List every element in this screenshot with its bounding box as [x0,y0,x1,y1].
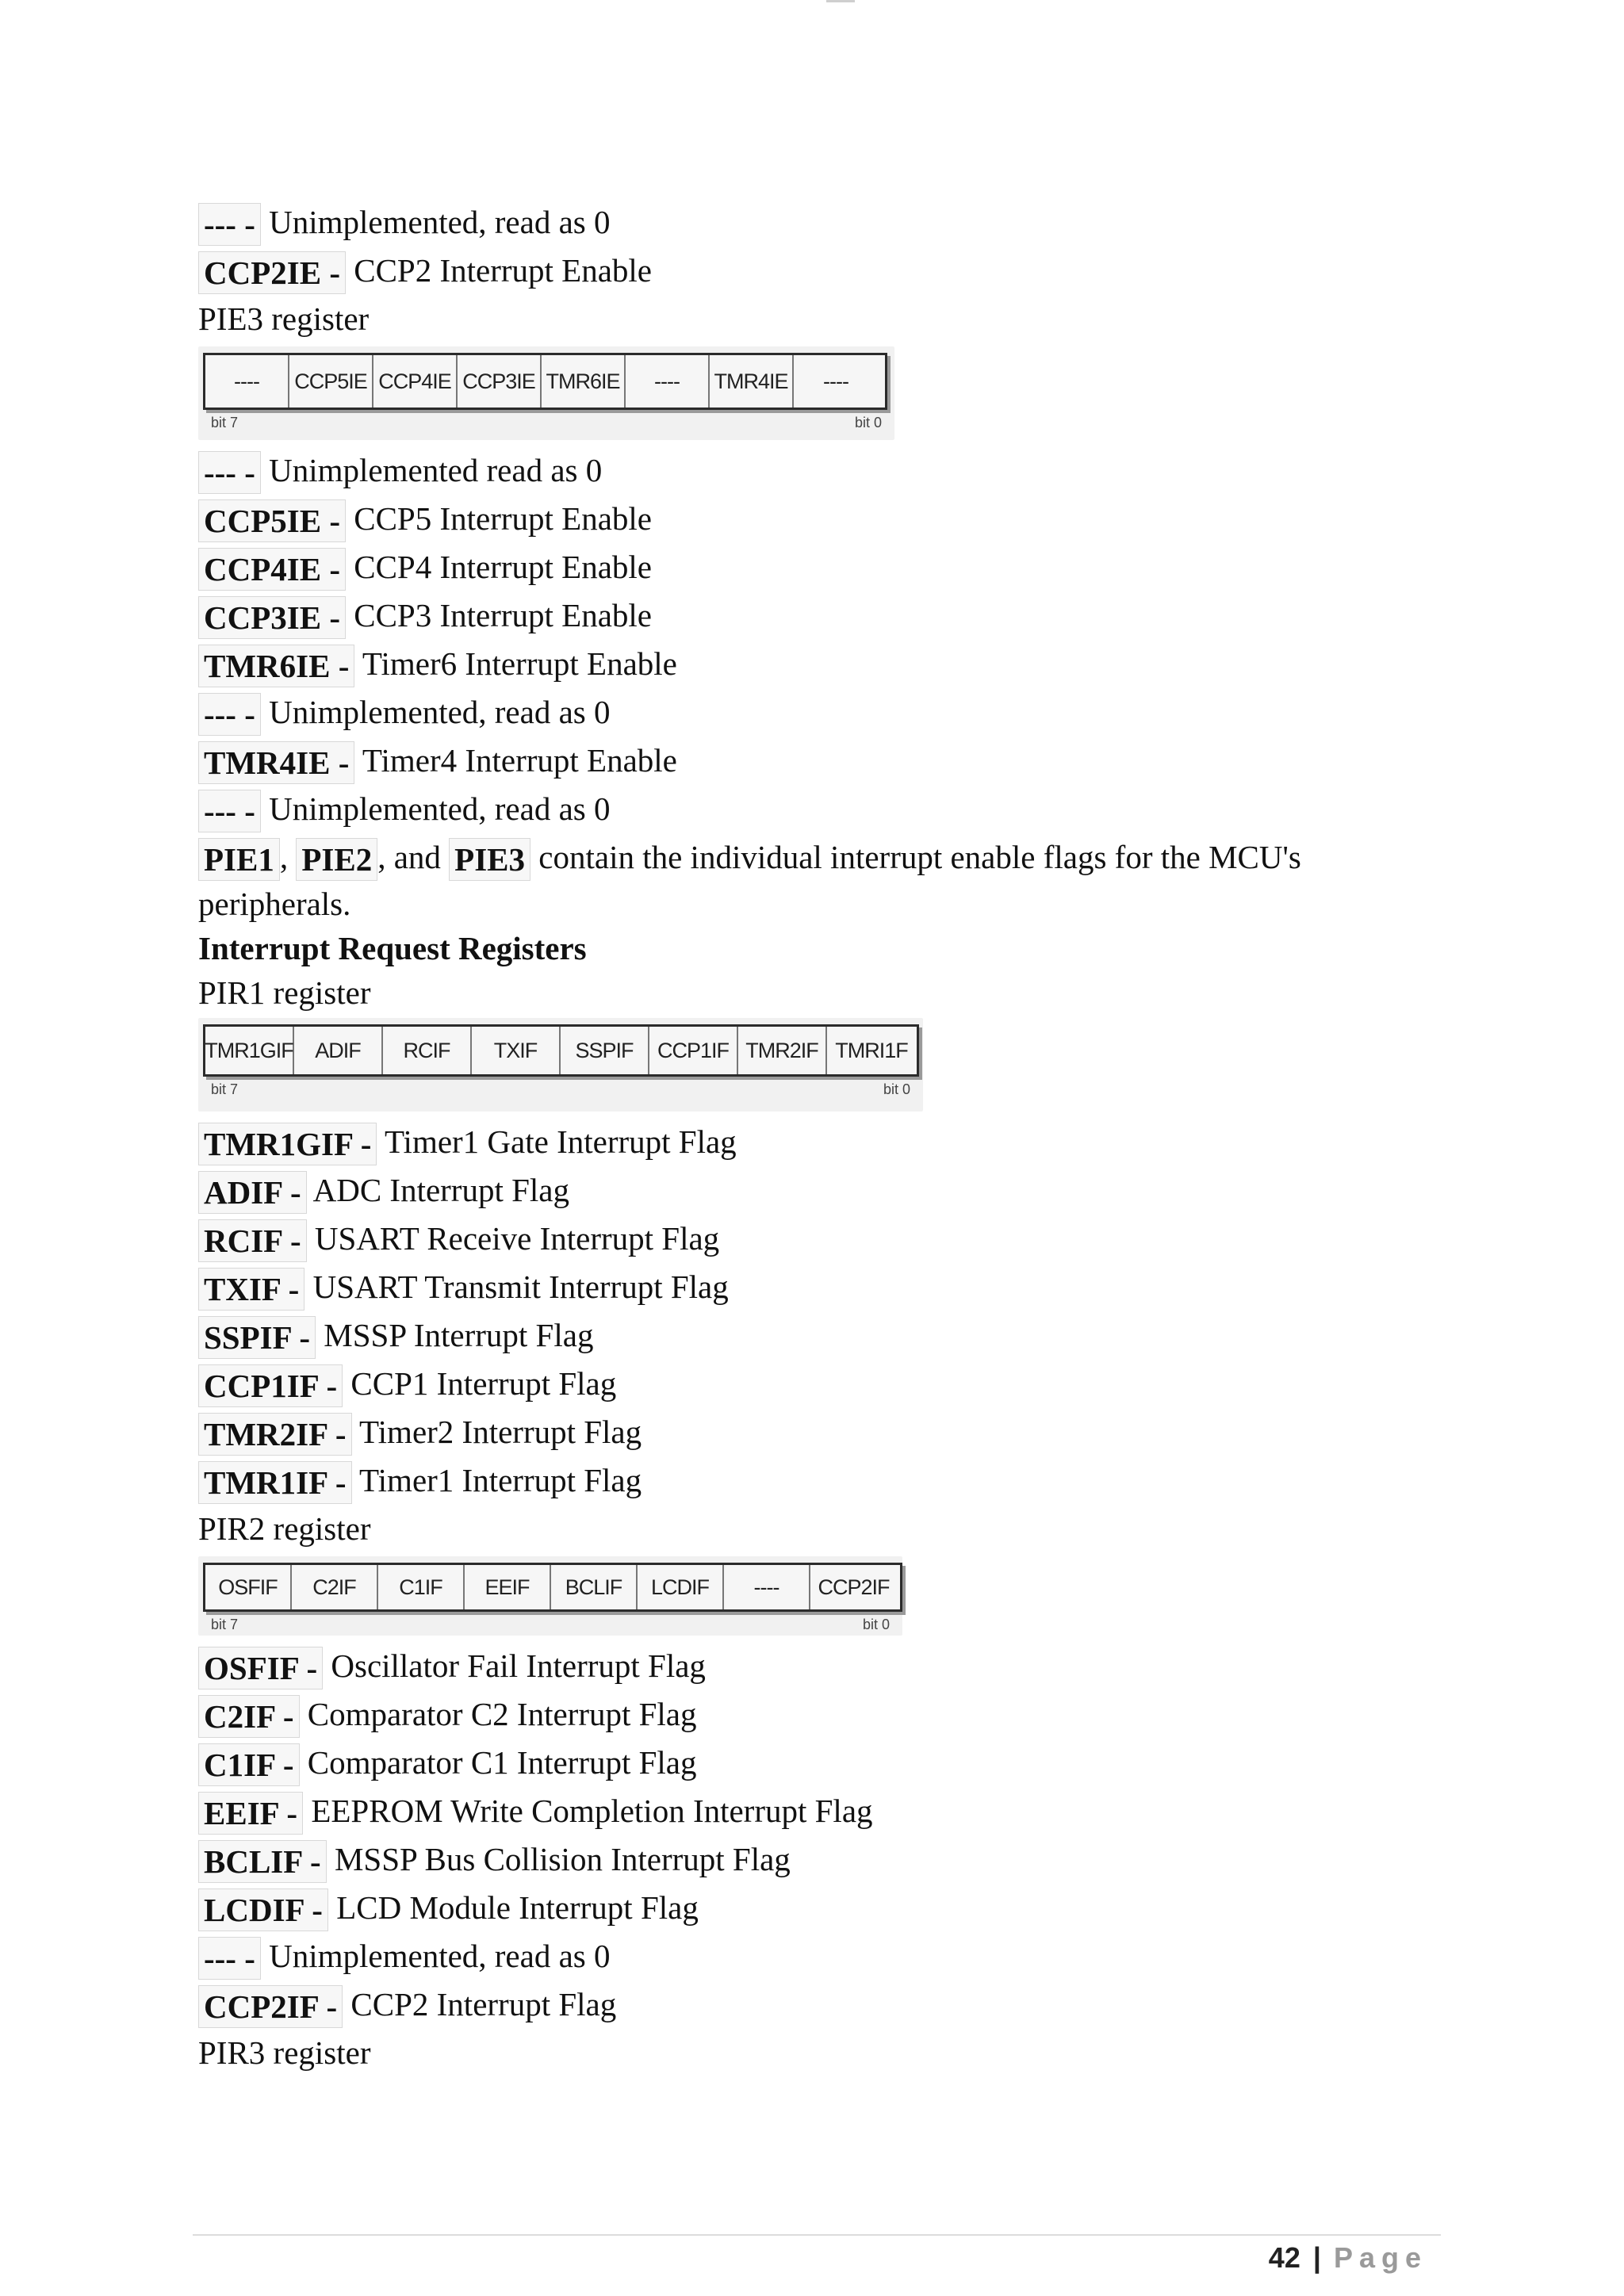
register-bit-description: Comparator C2 Interrupt Flag [299,1696,697,1732]
pie3-line [198,495,1435,543]
register-bit-cell: OSFIF [205,1565,292,1609]
register-bit-description: USART Transmit Interrupt Flag [304,1269,729,1305]
register-bit-cell: C1IF [378,1565,465,1609]
pie3-line [198,688,1435,737]
register-bit-code: RCIF - [204,1222,301,1259]
register-bit-name [198,790,261,832]
pir1-register-diagram [198,1018,923,1112]
register-bit-cell: CCP5IE [289,355,373,408]
pir1-line [198,1408,1435,1456]
summary-rest: contain the individual interrupt enable flags for the MCU's [530,839,1301,875]
register-bit-cell: CCP4IE [373,355,458,408]
register-bit-description: Timer6 Interrupt Enable [354,645,677,682]
register-bit-code: --- - [204,453,255,491]
register-bit-code: TMR2IF - [204,1415,347,1452]
pir1-line [198,1360,1435,1408]
register-bit-name [198,451,261,494]
register-bit-name [198,1413,352,1456]
register-bit-name [198,1792,303,1835]
register-bit-cell: TMR2IF [738,1027,827,1074]
register-bit-cell: RCIF [383,1027,472,1074]
register-bit-description: Unimplemented, read as 0 [260,694,611,730]
pir2-line [198,1739,1435,1787]
pir1-line [198,1311,1435,1360]
register-bit-name [198,1316,316,1359]
register-bit-cell: ---- [626,355,710,408]
pir2-line [198,1884,1435,1932]
pir2-line [198,1690,1435,1739]
register-bit-description: EEPROM Write Completion Interrupt Flag [303,1793,873,1829]
register-bit-code: TXIF - [204,1270,300,1307]
page-word: Page [1333,2241,1427,2274]
register-bit-code: --- - [204,205,255,243]
register-bit-name [198,1743,300,1786]
register-bit-cell: ---- [724,1565,810,1609]
register-bit-name [198,1461,352,1504]
register-bit-name [198,645,354,687]
summary-comma: , [279,839,297,875]
pie3-label: PIE3 register [198,300,370,337]
register-bit-name [198,1123,377,1165]
register-bit-description: MSSP Interrupt Flag [316,1317,594,1353]
register-bit-name [198,1171,307,1214]
footer-separator: | [1312,2241,1321,2274]
register-bit-row [203,1563,902,1612]
pie3-line [198,543,1435,591]
register-bit-cell: BCLIF [551,1565,638,1609]
register-bit-row [203,353,887,410]
register-bit-name [198,596,346,639]
register-bit-code: CCP3IE - [204,599,340,636]
register-bit-description: Timer1 Gate Interrupt Flag [377,1123,737,1160]
page-number: 42 [1268,2241,1300,2274]
register-bit-name [198,741,354,784]
register-bit-cell: CCP1IF [649,1027,738,1074]
pie3-register-diagram [198,346,894,440]
summary-and: , and [377,839,450,875]
bit7-label: bit 7 [211,1081,239,1097]
top-mark [826,0,855,2]
summary-paragraph [198,833,1435,882]
pir2-line [198,1932,1435,1980]
section-heading: Interrupt Request Registers [198,930,587,966]
register-bit-name [198,203,261,246]
register-bit-cell: TMR4IE [710,355,794,408]
register-bit-description: CCP3 Interrupt Enable [345,597,652,633]
register-bit-code: BCLIF - [204,1843,321,1880]
register-bit-name [198,1937,261,1980]
register-bit-name [198,251,346,294]
pie3-term: PIE3 [454,840,526,878]
register-bit-code: OSFIF - [204,1649,318,1686]
register-bit-cell: TMRI1F [835,1038,908,1062]
register-bit-cell: ---- [823,369,848,393]
pir1-line [198,1263,1435,1311]
register-bit-code: TMR6IE - [204,647,350,684]
register-bit-code: C2IF - [204,1697,294,1735]
register-bit-name [198,1364,343,1407]
page-content [198,198,1435,2077]
pir1-line [198,1118,1435,1166]
register-bit-code: TMR4IE - [204,744,350,781]
pie2-line [198,247,1435,295]
page-footer [1269,2241,1427,2275]
register-bit-code: CCP5IE - [204,502,340,539]
register-bit-code: CCP4IE - [204,550,340,587]
register-bit-code: --- - [204,1939,255,1976]
register-bit-name [198,1219,307,1262]
register-bit-code: CCP1IF - [204,1367,338,1404]
pir2-label: PIR2 register [198,1510,371,1547]
register-bit-name [198,1840,327,1883]
register-bit-cell: CCP2IF [818,1575,890,1599]
register-bit-code: SSPIF - [204,1318,311,1356]
summary-continuation: peripherals. [198,886,351,922]
register-bit-description: CCP2 Interrupt Flag [343,1986,617,2022]
register-bit-code: TMR1GIF - [204,1125,372,1162]
footer-rule [193,2234,1441,2236]
register-bit-code: C1IF - [204,1746,294,1783]
pir1-label: PIR1 register [198,974,371,1011]
pir1-line [198,1215,1435,1263]
register-bit-cell: CCP3IE [458,355,542,408]
pie3-line [198,785,1435,833]
pir2-register-diagram [198,1556,902,1636]
register-bit-description: Unimplemented, read as 0 [260,204,611,240]
register-bit-name [198,548,346,591]
pir2-line [198,1787,1435,1835]
register-bit-name [198,1888,328,1931]
register-bit-cell: LCDIF [638,1565,724,1609]
register-bit-description: CCP1 Interrupt Flag [343,1365,617,1402]
register-bit-description: CCP5 Interrupt Enable [345,500,652,537]
bit0-label: bit 0 [854,415,882,430]
register-bit-name [198,1695,300,1738]
register-bit-description: Timer4 Interrupt Enable [354,742,677,779]
pie3-line [198,737,1435,785]
pie3-line [198,591,1435,640]
register-bit-cell: SSPIF [561,1027,649,1074]
pir1-line [198,1166,1435,1215]
register-bit-cell: C2IF [292,1565,378,1609]
pie3-line [198,640,1435,688]
register-bit-cell: TMR1GIF [205,1027,294,1074]
pir3-label: PIR3 register [198,2034,371,2071]
register-bit-name [198,1268,304,1311]
register-bit-description: USART Receive Interrupt Flag [306,1220,720,1257]
register-bit-name [198,499,346,542]
register-bit-cell: TMR6IE [542,355,626,408]
pie2-term: PIE2 [301,840,373,878]
register-bit-description: Unimplemented, read as 0 [260,1938,611,1974]
register-bit-cell: ADIF [294,1027,383,1074]
pir2-line [198,1835,1435,1884]
register-bit-row [203,1024,919,1077]
bit0-label: bit 0 [862,1617,890,1632]
register-bit-cell: EEIF [465,1565,551,1609]
register-bit-description: Oscillator Fail Interrupt Flag [323,1647,706,1684]
register-bit-name [198,1647,323,1689]
register-bit-code: CCP2IE - [204,254,340,291]
register-bit-description: LCD Module Interrupt Flag [327,1889,699,1926]
bit0-label: bit 0 [883,1081,910,1097]
pie3-line [198,446,1435,495]
bit7-label: bit 7 [211,415,239,430]
register-bit-description: Unimplemented read as 0 [260,452,603,488]
register-bit-name [198,1985,343,2028]
register-bit-code: TMR1IF - [204,1464,347,1501]
register-bit-description: CCP4 Interrupt Enable [345,549,652,585]
pir1-line [198,1456,1435,1505]
register-bit-description: CCP2 Interrupt Enable [345,252,652,289]
register-bit-cell: TXIF [472,1027,561,1074]
register-bit-code: CCP2IF - [204,1988,338,2025]
register-bit-code: ADIF - [204,1173,301,1211]
register-bit-code: EEIF - [204,1794,298,1831]
register-bit-description: Timer2 Interrupt Flag [351,1414,642,1450]
register-bit-description: Timer1 Interrupt Flag [351,1462,642,1498]
register-bit-name [198,693,261,736]
pie2-line [198,198,1435,247]
bit7-label: bit 7 [211,1617,239,1632]
register-bit-code: LCDIF - [204,1891,323,1928]
register-bit-description: Unimplemented, read as 0 [260,790,611,827]
pir2-line [198,1642,1435,1690]
register-bit-description: Comparator C1 Interrupt Flag [299,1744,697,1781]
register-bit-code: --- - [204,695,255,733]
register-bit-code: --- - [204,792,255,829]
pir2-line [198,1980,1435,2029]
pie1-term: PIE1 [204,840,274,878]
register-bit-description: MSSP Bus Collision Interrupt Flag [326,1841,791,1877]
register-bit-cell: ---- [205,355,289,408]
register-bit-description: ADC Interrupt Flag [306,1172,569,1208]
